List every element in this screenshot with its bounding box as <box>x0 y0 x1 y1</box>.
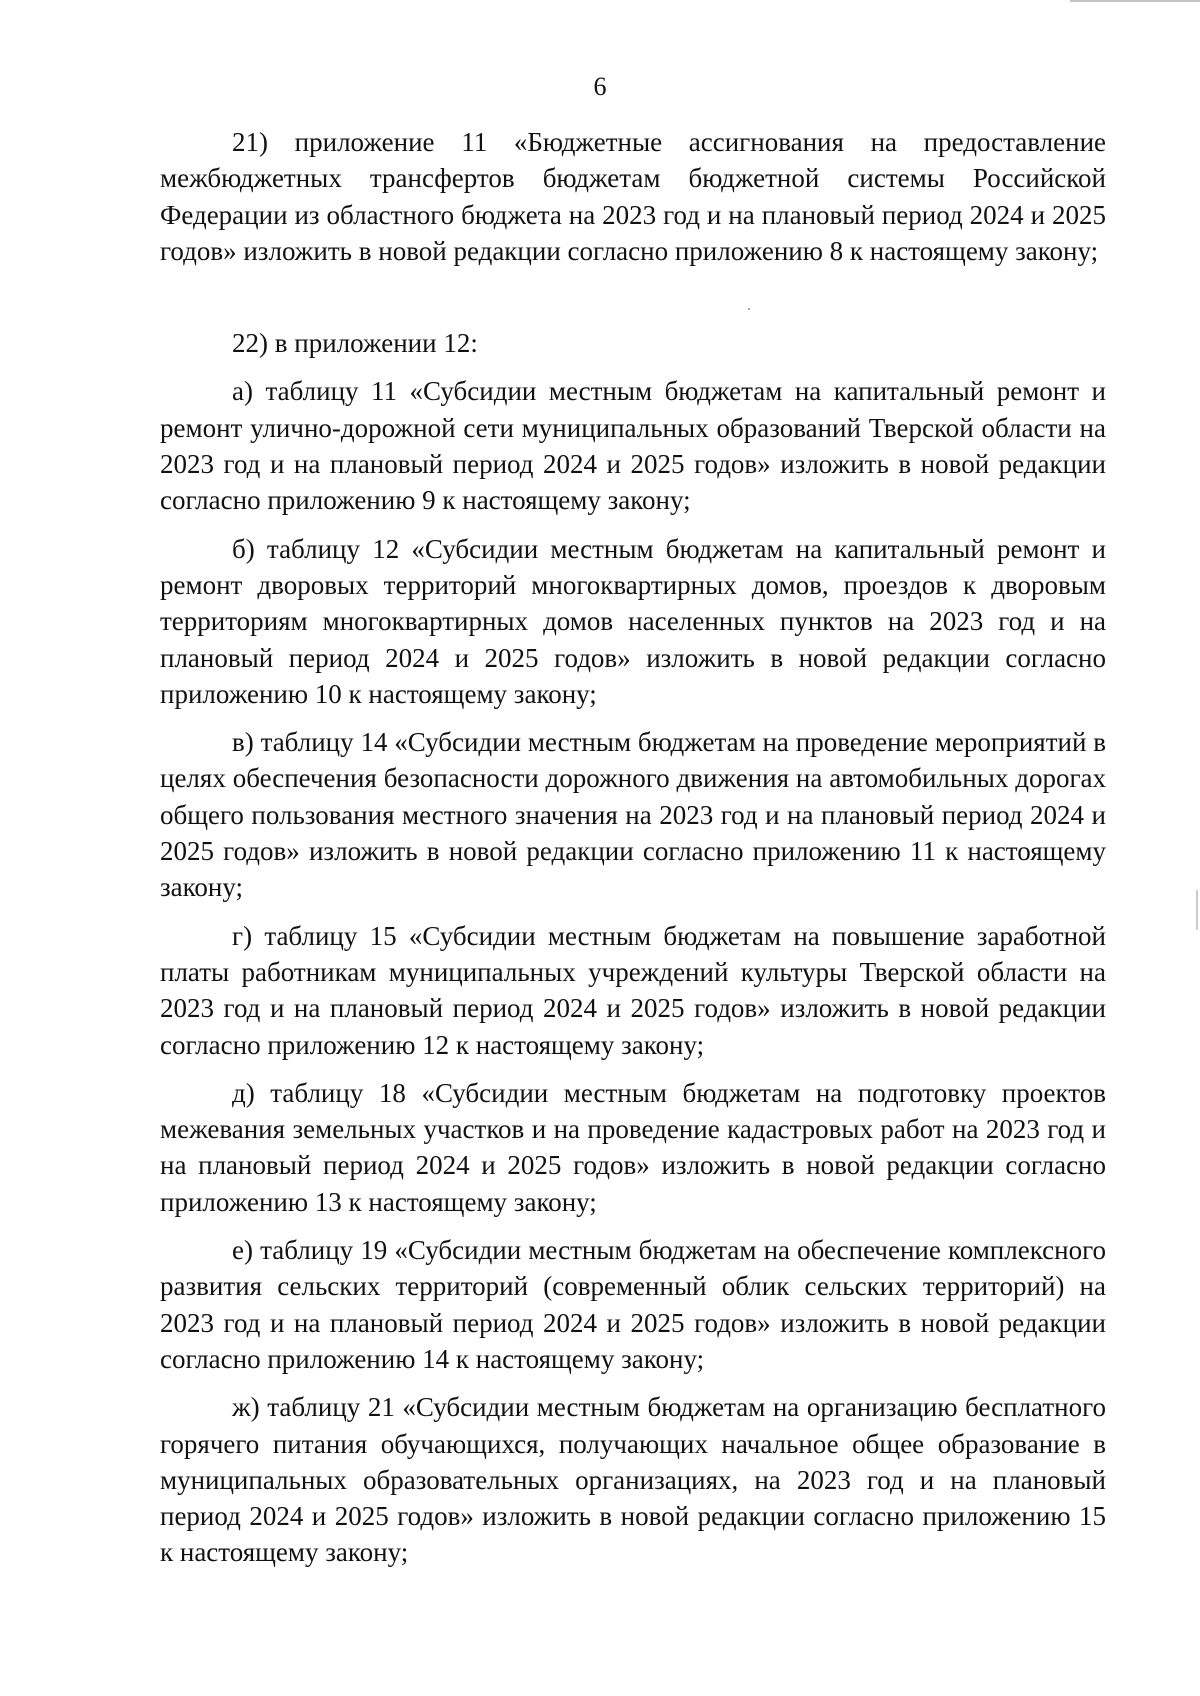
paragraph-subitem-b: б) таблицу 12 «Субсидии местным бюджетам на капитальный ремонт и ремонт дворовых территорий многоквартирных домов, проездов к дворовым территориям многоквартирных домов населенных пунктов на 2023 год и на плановый период 2024 и 2025 годов» изложить в новой редакции согласно приложению 10 к настоящему закону; <box>160 533 1106 709</box>
paragraph-subitem-g: г) таблицу 15 «Субсидии местным бюджетам на повышение заработной платы работникам муниципальных учреждений культуры Тверской области на 2023 год и на плановый период 2024 и 2025 годов» изложить в новой редакции согласно приложению 12 к настоящему закону; <box>160 920 1106 1060</box>
paragraph-item-21: 21) приложение 11 «Бюджетные ассигнования на предоставление межбюджетных трансфертов бюджетам бюджетной системы Российской Федерации из областного бюджета на 2023 год и на плановый период 2024 и 2025 годов» изложить в новой редакции согласно приложению 8 к настоящему закону; <box>160 127 1106 266</box>
scan-dot <box>748 308 750 310</box>
scan-edge-mark-top <box>1070 0 1200 2</box>
paragraph-subitem-v: в) таблицу 14 «Субсидии местным бюджетам на проведение мероприятий в целях обеспечения безопасности дорожного движения на автомобильных дорогах общего пользования местного значения на 2023 год и на плановый период 2024 и 2025 годов» изложить в новой редакции согласно приложению 11 к настоящему закону; <box>160 727 1106 903</box>
paragraph-item-22: 22) в приложении 12: <box>232 328 478 359</box>
paragraph-subitem-zh: ж) таблицу 21 «Субсидии местным бюджетам на организацию бесплатного горячего питания обучающихся, получающих начальное общее образование в муниципальных образовательных организациях, на 2023 год и на плановый период 2024 и 2025 годов» изложить в новой редакции согласно приложению 15 к настоящему закону; <box>160 1392 1106 1568</box>
document-body <box>160 124 1106 1571</box>
paragraph-subitem-d: д) таблицу 18 «Субсидии местным бюджетам на подготовку проектов межевания земельных участков и на проведение кадастровых работ на 2023 год и на плановый период 2024 и 2025 годов» изложить в новой редакции согласно приложению 13 к настоящему закону; <box>160 1077 1106 1217</box>
scan-edge-mark-right <box>1196 890 1198 930</box>
paragraph-subitem-e: е) таблицу 19 «Субсидии местным бюджетам на обеспечение комплексного развития сельских территорий (современный облик сельских территорий) на 2023 год и на плановый период 2024 и 2025 годов» изложить в новой редакции согласно приложению 14 к настоящему закону; <box>160 1235 1106 1374</box>
paragraph-subitem-a: а) таблицу 11 «Субсидии местным бюджетам на капитальный ремонт и ремонт улично-дорожной сети муниципальных образований Тверской области на 2023 год и на плановый период 2024 и 2025 годов» изложить в новой редакции согласно приложению 9 к настоящему закону; <box>160 376 1106 516</box>
page-number: 6 <box>593 72 607 101</box>
